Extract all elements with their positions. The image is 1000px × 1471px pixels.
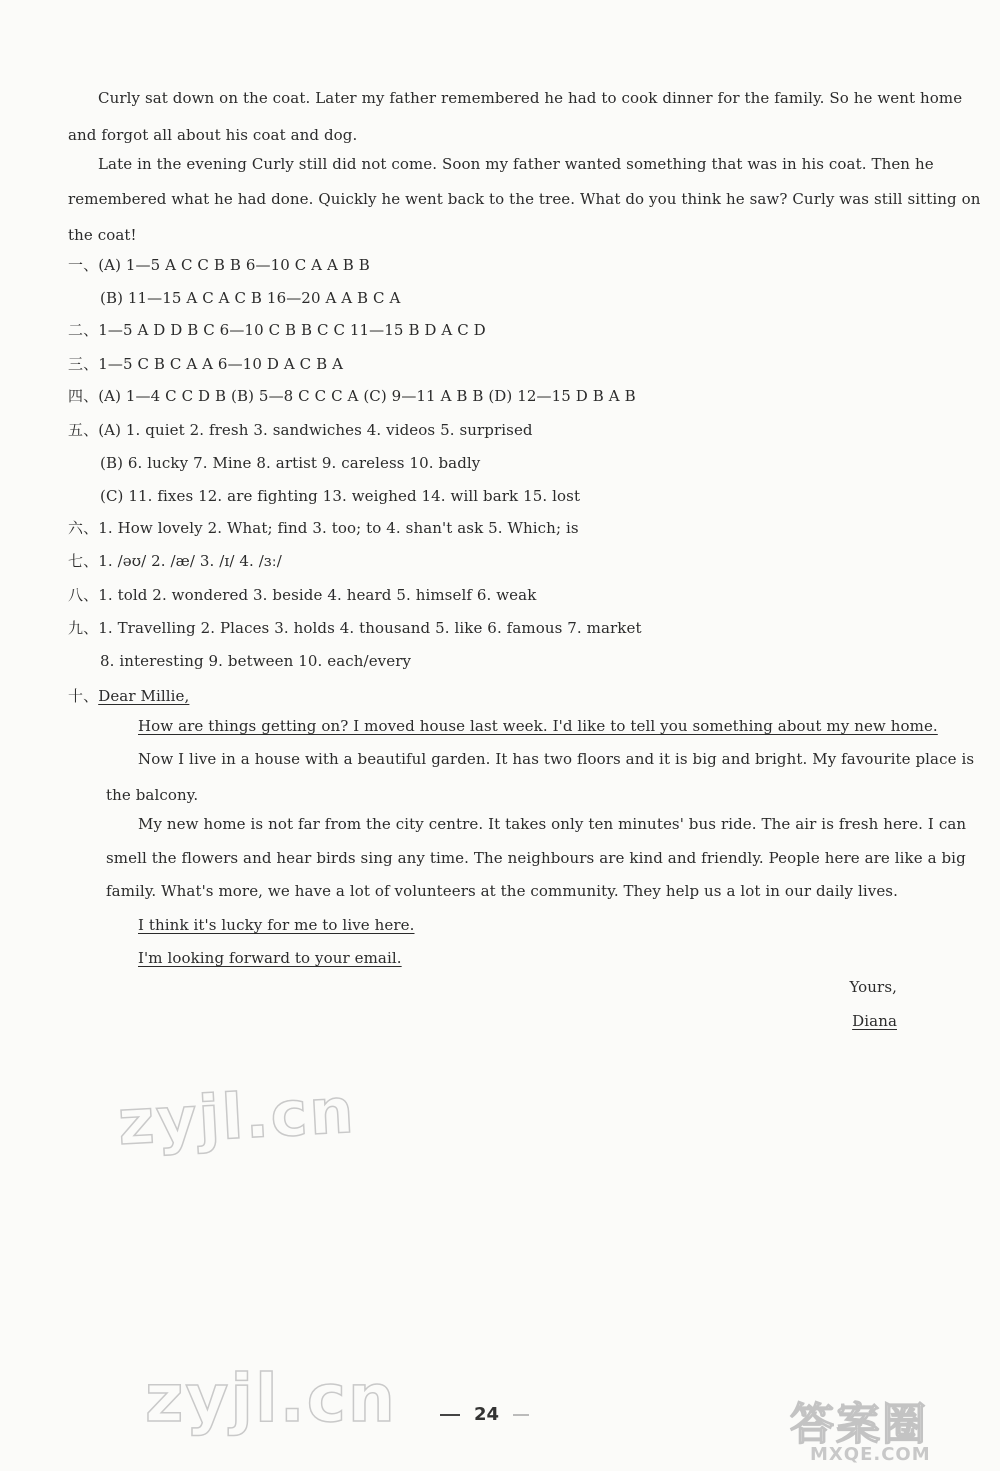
letter-line: smell the flowers and hear birds sing any time. The neighbours are kind and friendly. People here are like a big bbox=[106, 849, 966, 867]
answer-line: 五、(A) 1. quiet 2. fresh 3. sandwiches 4. videos 5. surprised bbox=[68, 421, 533, 439]
answer-line: 八、1. told 2. wondered 3. beside 4. heard 5. himself 6. weak bbox=[68, 586, 537, 604]
answer-line: 九、1. Travelling 2. Places 3. holds 4. thousand 5. like 6. famous 7. market bbox=[68, 619, 642, 637]
letter-line: How are things getting on? I moved house last week. I'd like to tell you something about my new home. bbox=[138, 717, 938, 735]
story-line: and forgot all about his coat and dog. bbox=[68, 126, 358, 144]
corner-logo bbox=[790, 1388, 970, 1468]
answer-line: 七、1. /əʊ/ 2. /æ/ 3. /ɪ/ 4. /ɜː/ bbox=[68, 552, 282, 570]
story-line: Curly sat down on the coat. Later my father remembered he had to cook dinner for the family. So he went home bbox=[98, 89, 963, 107]
letter-line: family. What's more, we have a lot of volunteers at the community. They help us a lot in our daily lives. bbox=[106, 882, 898, 900]
watermark: zyjl.cn bbox=[116, 1073, 358, 1160]
answer-line: 六、1. How lovely 2. What; find 3. too; to 4. shan't ask 5. Which; is bbox=[68, 519, 579, 537]
answer-line: (B) 11—15 A C A C B 16—20 A A B C A bbox=[100, 289, 401, 307]
page-number-footer bbox=[440, 1404, 529, 1425]
dash-divider bbox=[440, 1414, 460, 1416]
corner-logo-text: 答案圈 bbox=[790, 1399, 928, 1450]
answer-line: 8. interesting 9. between 10. each/every bbox=[100, 652, 412, 670]
letter-line: I think it's lucky for me to live here. bbox=[138, 916, 415, 934]
answer-line: 四、(A) 1—4 C C D B (B) 5—8 C C C A (C) 9—11 A B B (D) 12—15 D B A B bbox=[68, 387, 636, 405]
letter-closing: Yours, bbox=[849, 978, 897, 996]
answer-line: (C) 11. fixes 12. are fighting 13. weighed 14. will bark 15. lost bbox=[100, 487, 581, 505]
watermark: zyjl.cn bbox=[145, 1360, 397, 1437]
letter-line: the balcony. bbox=[106, 786, 199, 804]
page-number: 24 bbox=[474, 1404, 500, 1425]
letter-signature: Diana bbox=[852, 1012, 897, 1030]
letter-greeting: Dear Millie, bbox=[98, 687, 190, 705]
answer-line: 一、(A) 1—5 A C C B B 6—10 C A A B B bbox=[68, 256, 370, 274]
letter-line: Now I live in a house with a beautiful garden. It has two floors and it is big and bright. My favourite place is bbox=[138, 750, 975, 768]
answer-line: 三、1—5 C B C A A 6—10 D A C B A bbox=[68, 355, 343, 373]
dash-divider bbox=[513, 1414, 529, 1416]
answer-line: 二、1—5 A D D B C 6—10 C B B C C 11—15 B D A C D bbox=[68, 321, 486, 339]
letter-line: My new home is not far from the city centre. It takes only ten minutes' bus ride. The air is fresh here. I can bbox=[138, 815, 967, 833]
story-line: remembered what he had done. Quickly he went back to the tree. What do you think he saw? Curly was still sitting on bbox=[68, 190, 981, 208]
letter-label: 十、 bbox=[68, 687, 99, 705]
answer-line: (B) 6. lucky 7. Mine 8. artist 9. careless 10. badly bbox=[100, 454, 481, 472]
corner-logo-url: MXQE.COM bbox=[810, 1444, 931, 1465]
letter-line: I'm looking forward to your email. bbox=[138, 949, 402, 967]
story-line: the coat! bbox=[68, 226, 137, 244]
letter-heading bbox=[68, 686, 189, 706]
story-line: Late in the evening Curly still did not come. Soon my father wanted something that was in his coat. Then he bbox=[98, 155, 934, 173]
